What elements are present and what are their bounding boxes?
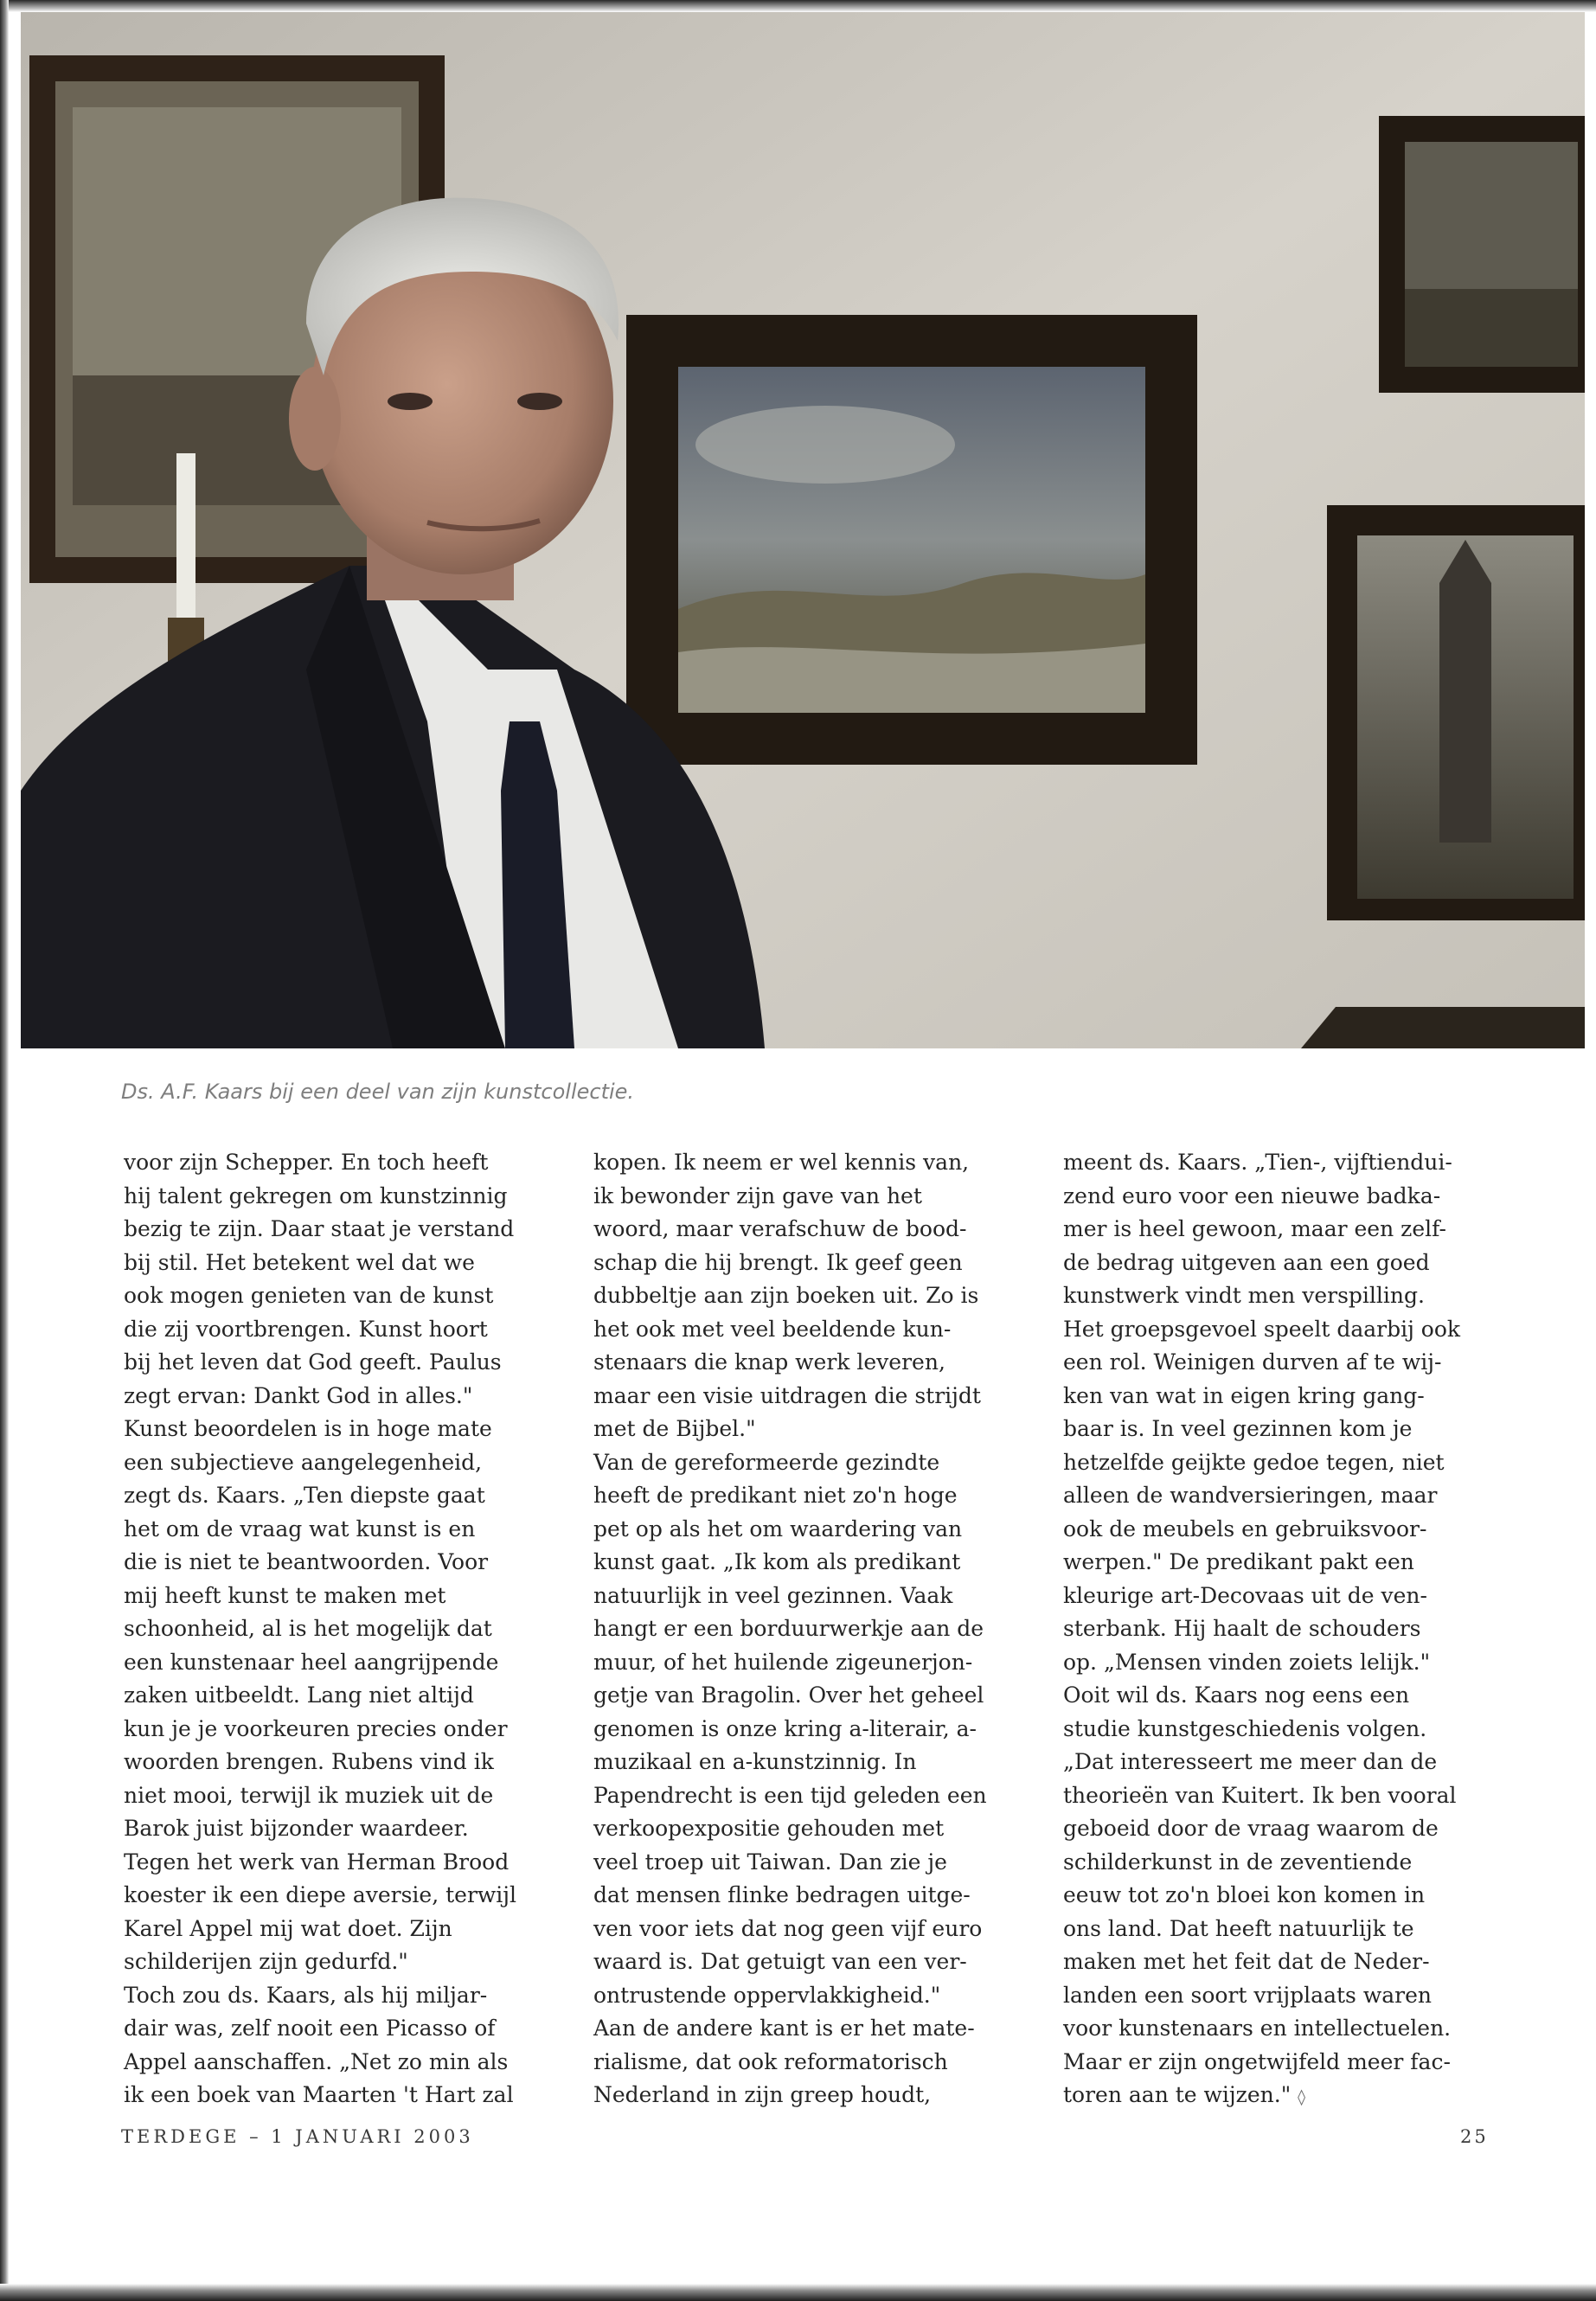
text-line: Toch zou ds. Kaars, als hij miljar- bbox=[124, 1982, 488, 2008]
portrait-photo-illustration bbox=[21, 12, 1585, 1048]
painting-bottom-right bbox=[1327, 505, 1585, 920]
text-line: zegt ds. Kaars. „Ten diepste gaat bbox=[124, 1483, 485, 1508]
text-line: Papendrecht is een tijd geleden een bbox=[593, 1782, 987, 1808]
text-line: ik een boek van Maarten 't Hart zal bbox=[124, 2082, 514, 2107]
text-line: alleen de wandversieringen, maar bbox=[1063, 1483, 1438, 1508]
text-line: ven voor iets dat nog geen vijf euro bbox=[593, 1915, 983, 1941]
text-line: Appel aanschaffen. „Net zo min als bbox=[124, 2048, 509, 2074]
text-line: eeuw tot zo'n bloei kon komen in bbox=[1063, 1882, 1426, 1907]
text-line: dair was, zelf nooit een Picasso of bbox=[124, 2016, 496, 2041]
text-line: voor kunstenaars en intellectuelen. bbox=[1063, 2016, 1452, 2041]
scan-edge-left bbox=[0, 0, 9, 2301]
portrait-photo bbox=[21, 12, 1585, 1048]
text-line: geboeid door de vraag waarom de bbox=[1063, 1816, 1439, 1841]
text-line: baar is. In veel gezinnen kom je bbox=[1063, 1416, 1413, 1441]
furniture bbox=[1301, 1007, 1585, 1048]
text-line: mer is heel gewoon, maar een zelf- bbox=[1063, 1216, 1446, 1241]
text-line: een rol. Weinigen durven af te wij- bbox=[1063, 1349, 1442, 1375]
text-line: rialisme, dat ook reformatorisch bbox=[593, 2048, 948, 2074]
text-line: bij stil. Het betekent wel dat we bbox=[124, 1249, 475, 1275]
text-line: Van de gereformeerde gezindte bbox=[593, 1449, 940, 1475]
text-line: theorieën van Kuitert. Ik ben vooral bbox=[1063, 1782, 1457, 1808]
text-line: die zij voortbrengen. Kunst hoort bbox=[124, 1316, 488, 1342]
text-line: maken met het feit dat de Neder- bbox=[1063, 1949, 1430, 1974]
scan-edge-bottom bbox=[0, 2284, 1596, 2301]
text-line: woord, maar verafschuw de bood- bbox=[593, 1216, 967, 1241]
text-line: landen een soort vrijplaats waren bbox=[1063, 1982, 1432, 2008]
text-line: ik bewonder zijn gave van het bbox=[593, 1183, 922, 1208]
text-line: muur, of het huilende zigeunerjon- bbox=[593, 1649, 973, 1675]
text-line: het om de vraag wat kunst is en bbox=[124, 1516, 476, 1541]
text-line: stenaars die knap werk leveren, bbox=[593, 1349, 945, 1375]
text-line: ons land. Dat heeft natuurlijk te bbox=[1063, 1915, 1414, 1941]
painting-top-right bbox=[1379, 116, 1585, 393]
text-line: een subjectieve aangelegenheid, bbox=[124, 1449, 483, 1475]
text-line: Het groepsgevoel speelt daarbij ook bbox=[1063, 1316, 1461, 1342]
photo-caption: Ds. A.F. Kaars bij een deel van zijn kunstcollectie. bbox=[121, 1080, 635, 1104]
text-line: schoonheid, al is het mogelijk dat bbox=[124, 1616, 492, 1641]
text-line: hetzelfde geijkte gedoe tegen, niet bbox=[1063, 1449, 1445, 1475]
text-line: pet op als het om waardering van bbox=[593, 1516, 963, 1541]
text-line: getje van Bragolin. Over het geheel bbox=[593, 1682, 984, 1708]
article-column-2 bbox=[593, 1146, 1030, 2112]
text-line: met de Bijbel." bbox=[593, 1416, 756, 1441]
text-line: „Dat interesseert me meer dan de bbox=[1063, 1749, 1438, 1774]
text-line: ontrustende oppervlakkigheid." bbox=[593, 1982, 941, 2008]
end-mark-icon: ◊ bbox=[1298, 2088, 1306, 2106]
text-line: natuurlijk in veel gezinnen. Vaak bbox=[593, 1582, 953, 1608]
painting-center bbox=[626, 315, 1197, 765]
text-line: kunstwerk vindt men verspilling. bbox=[1063, 1283, 1425, 1308]
text-line: die is niet te beantwoorden. Voor bbox=[124, 1549, 489, 1574]
text-line: zaken uitbeeldt. Lang niet altijd bbox=[124, 1682, 474, 1708]
text-line: voor zijn Schepper. En toch heeft bbox=[124, 1150, 489, 1175]
text-line: zend euro voor een nieuwe badka- bbox=[1063, 1183, 1441, 1208]
text-line-end bbox=[1063, 2079, 1500, 2115]
text-line: schilderijen zijn gedurfd." bbox=[124, 1949, 408, 1974]
text-line: ken van wat in eigen kring gang- bbox=[1063, 1382, 1425, 1408]
text-line: maar een visie uitdragen die strijdt bbox=[593, 1382, 981, 1408]
footer-publication: TERDEGE – 1 JANUARI 2003 bbox=[121, 2126, 474, 2147]
text-line: studie kunstgeschiedenis volgen. bbox=[1063, 1715, 1427, 1741]
article-column-3 bbox=[1063, 1146, 1500, 2115]
text-line: mij heeft kunst te maken met bbox=[124, 1582, 446, 1608]
text-line: woorden brengen. Rubens vind ik bbox=[124, 1749, 494, 1774]
text-line: muzikaal en a-kunstzinnig. In bbox=[593, 1749, 917, 1774]
text-line: een kunstenaar heel aangrijpende bbox=[124, 1649, 499, 1675]
page-number: 25 bbox=[1460, 2126, 1489, 2147]
text-line: de bedrag uitgeven aan een goed bbox=[1063, 1249, 1430, 1275]
text-line: het ook met veel beeldende kun- bbox=[593, 1316, 952, 1342]
text-line: toren aan te wijzen." bbox=[1063, 2082, 1292, 2107]
text-line: waard is. Dat getuigt van een ver- bbox=[593, 1949, 967, 1974]
text-line: schilderkunst in de zeventiende bbox=[1063, 1849, 1413, 1875]
text-line: werpen." De predikant pakt een bbox=[1063, 1549, 1414, 1574]
text-line: hij talent gekregen om kunstzinnig bbox=[124, 1183, 508, 1208]
text-line: Ooit wil ds. Kaars nog eens een bbox=[1063, 1682, 1410, 1708]
text-line: kun je je voorkeuren precies onder bbox=[124, 1715, 508, 1741]
text-line: meent ds. Kaars. „Tien-, vijftiendui- bbox=[1063, 1150, 1452, 1175]
text-line: Nederland in zijn greep houdt, bbox=[593, 2082, 932, 2107]
text-line: schap die hij brengt. Ik geef geen bbox=[593, 1249, 963, 1275]
text-line: sterbank. Hij haalt de schouders bbox=[1063, 1616, 1421, 1641]
text-line: verkoopexpositie gehouden met bbox=[593, 1816, 945, 1841]
text-line: genomen is onze kring a-literair, a- bbox=[593, 1715, 977, 1741]
text-line: kleurige art-Decovaas uit de ven- bbox=[1063, 1582, 1427, 1608]
text-line: ook de meubels en gebruiksvoor- bbox=[1063, 1516, 1427, 1541]
text-line: Barok juist bijzonder waardeer. bbox=[124, 1816, 469, 1841]
article-column-1 bbox=[124, 1146, 561, 2112]
text-line: veel troep uit Taiwan. Dan zie je bbox=[593, 1849, 947, 1875]
text-line: op. „Mensen vinden zoiets lelijk." bbox=[1063, 1649, 1431, 1675]
text-line: bij het leven dat God geeft. Paulus bbox=[124, 1349, 502, 1375]
text-line: Karel Appel mij wat doet. Zijn bbox=[124, 1915, 452, 1941]
text-line: niet mooi, terwijl ik muziek uit de bbox=[124, 1782, 494, 1808]
text-line: kunst gaat. „Ik kom als predikant bbox=[593, 1549, 961, 1574]
text-line: Kunst beoordelen is in hoge mate bbox=[124, 1416, 492, 1441]
text-line: heeft de predikant niet zo'n hoge bbox=[593, 1483, 958, 1508]
text-line: Aan de andere kant is er het mate- bbox=[593, 2016, 975, 2041]
text-line: ook mogen genieten van de kunst bbox=[124, 1283, 494, 1308]
text-line: Maar er zijn ongetwijfeld meer fac- bbox=[1063, 2048, 1451, 2074]
text-line: Tegen het werk van Herman Brood bbox=[124, 1849, 510, 1875]
text-line: dat mensen flinke bedragen uitge- bbox=[593, 1882, 971, 1907]
text-line: dubbeltje aan zijn boeken uit. Zo is bbox=[593, 1283, 979, 1308]
text-line: bezig te zijn. Daar staat je verstand bbox=[124, 1216, 515, 1241]
text-line: koester ik een diepe aversie, terwijl bbox=[124, 1882, 517, 1907]
text-line: zegt ervan: Dankt God in alles." bbox=[124, 1382, 473, 1408]
text-line: hangt er een borduurwerkje aan de bbox=[593, 1616, 984, 1641]
text-line: kopen. Ik neem er wel kennis van, bbox=[593, 1150, 970, 1175]
scan-edge-top bbox=[0, 0, 1596, 12]
